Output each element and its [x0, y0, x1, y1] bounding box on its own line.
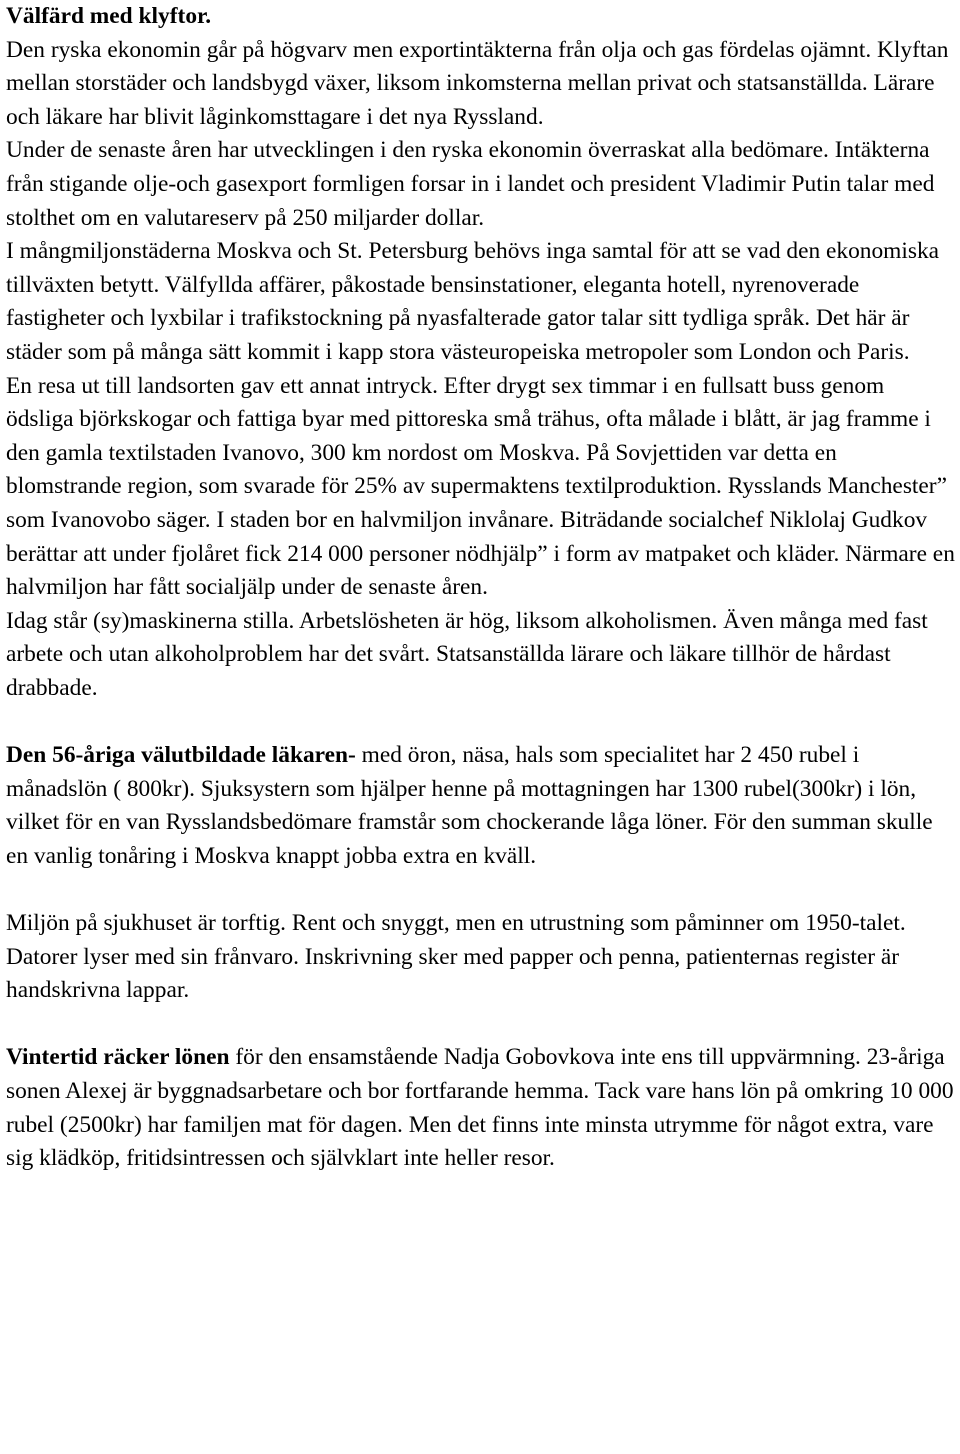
- winter-paragraph: [6, 1041, 956, 1175]
- winter-lead-in: Vintertid räcker lönen: [6, 1044, 230, 1071]
- document-heading: Välfärd med klyftor.: [6, 3, 212, 29]
- doctor-lead-in: Den 56-åriga välutbildade läkaren-: [6, 742, 356, 769]
- hospital-paragraph: Miljön på sjukhuset är torftig. Rent och snyggt, men en utrustning som påminner om 1950-talet. Datorer lyser med sin frånvaro. Inskrivning sker med papper och penna, patienternas register är handskrivna lappar.: [6, 910, 906, 1004]
- paragraph-spacer: [6, 873, 956, 907]
- paragraph-spacer: [6, 1008, 956, 1042]
- countryside-paragraph: En resa ut till landsorten gav ett annat intryck. Efter drygt sex timmar i en fullsatt buss genom ödsliga björkskogar och fattiga byar med pittoreska små trähus, ofta målade i blått, är jag framme i den gamla textilstaden Ivanovo, 300 km nordost om Moskva. På Sovjettiden var detta en blomstrande region, som svarade för 25% av supermaktens textilproduktion. Rysslands Manchester” som Ivanovobo säger. I staden bor en halvmiljon invånare. Biträdande socialchef Niklolaj Gudkov berättar att under fjolåret fick 214 000 personer nödhjälp” i form av matpaket och kläder. Närmare en halvmiljon har fått socialjälp under de senaste åren.: [6, 372, 955, 601]
- document-page: [6, 0, 956, 1176]
- economy-paragraph: Under de senaste åren har utvecklingen i den ryska ekonomin överraskat alla bedömare. Intäkterna från stigande olje-och gasexport formligen forsar in i landet och president Vladimir Putin talar med stolthet om en valutareserv på 250 miljarder dollar.: [6, 137, 935, 231]
- paragraph-spacer: [6, 705, 956, 739]
- doctor-text: med öron, näsa, hals som specialitet har 2 450 rubel i månadslön ( 800kr). Sjuksystern som hjälper henne på mottagningen har 1300 rubel(300kr) i lön, vilket för en van Rysslandsbedömare framstår som chockerande låga löner. För den summan skulle en vanlig tonåring i Moskva knappt jobba extra en kväll.: [6, 742, 933, 869]
- unemployment-paragraph: Idag står (sy)maskinerna stilla. Arbetslösheten är hög, liksom alkoholismen. Även många med fast arbete och utan alkoholproblem har det svårt. Statsanställda lärare och läkare tillhör de hårdast drabbade.: [6, 607, 928, 701]
- winter-text: för den ensamstående Nadja Gobovkova inte ens till uppvärmning. 23-åriga sonen Alexej är byggnadsarbetare och bor fortfarande hemma. Tack vare hans lön på omkring 10 000 rubel (2500kr) har familjen mat för dagen. Men det finns inte minsta utrymme för något extra, vare sig klädköp, fritidsintressen och självklart inte heller resor.: [6, 1044, 954, 1172]
- intro-paragraph: Den ryska ekonomin går på högvarv men exportintäkterna från olja och gas fördelas ojämnt. Klyftan mellan storstäder och landsbygd växer, liksom inkomsterna mellan privat och statsanställda. Lärare och läkare har blivit låginkomsttagare i det nya Ryssland.: [6, 36, 949, 130]
- cities-paragraph: I mångmiljonstäderna Moskva och St. Petersburg behövs inga samtal för att se vad den ekonomiska tillväxten betytt. Välfyllda affärer, påkostade bensinstationer, eleganta hotell, nyrenoverade fastigheter och lyxbilar i trafikstockning på nyasfalterade gator talar sitt tydliga språk. Det här är städer som på många sätt kommit i kapp stora västeuropeiska metropoler som London och Paris.: [6, 238, 940, 365]
- doctor-paragraph: [6, 739, 956, 873]
